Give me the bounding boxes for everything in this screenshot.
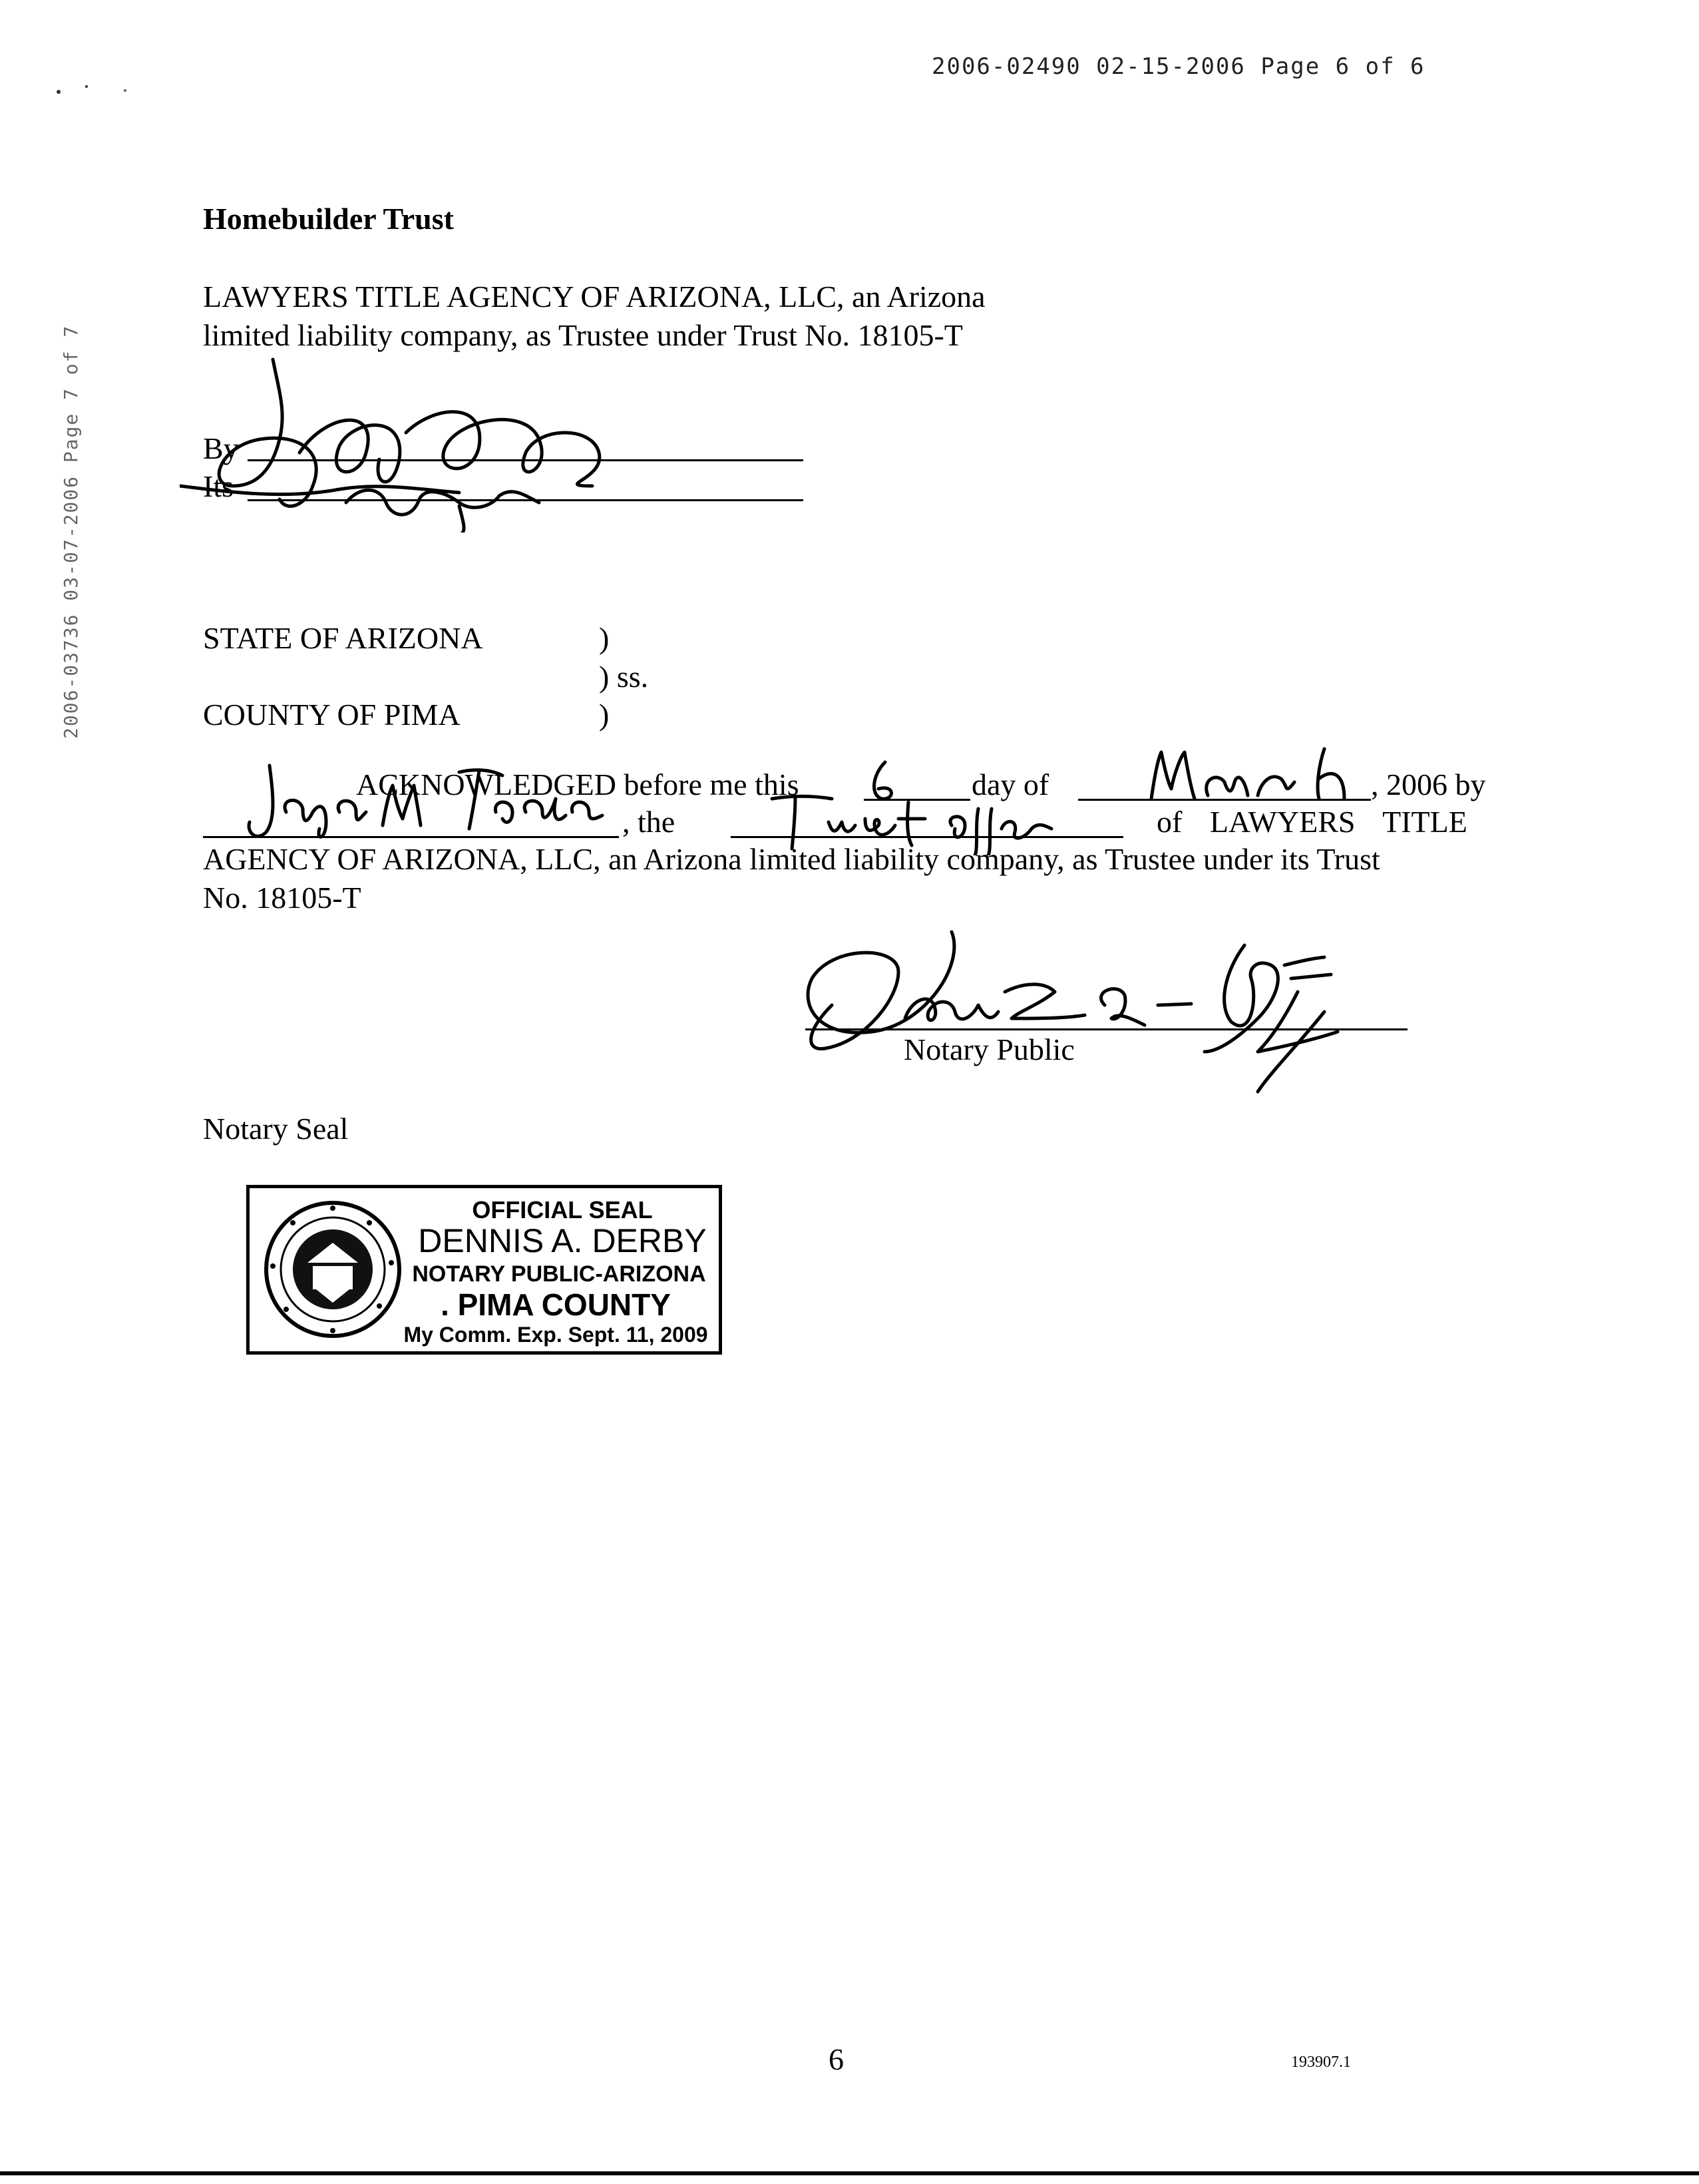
- bottom-scan-edge: [0, 2171, 1699, 2175]
- venue-paren-1: ): [599, 621, 610, 655]
- notary-signature-line: [805, 1028, 1408, 1030]
- ack-line4: No. 18105-T: [203, 881, 361, 915]
- ack-line2-b: of LAWYERS TITLE: [1157, 805, 1467, 839]
- notary-signature: [792, 919, 1391, 1112]
- venue-county: COUNTY OF PIMA: [203, 698, 461, 732]
- trustee-line-2: limited liability company, as Trustee under Trust No. 18105-T: [203, 318, 963, 352]
- notary-public-label: Notary Public: [904, 1032, 1075, 1066]
- handwritten-month: [1145, 742, 1364, 805]
- seal-line-5: My Comm. Exp. Sept. 11, 2009: [403, 1323, 708, 1347]
- scan-specks: [47, 73, 140, 100]
- seal-line-3: NOTARY PUBLIC-ARIZONA: [412, 1261, 706, 1287]
- notary-seal-label: Notary Seal: [203, 1112, 349, 1146]
- official-seal-stamp: [246, 1185, 722, 1355]
- page-number: 6: [829, 2042, 844, 2076]
- ack-line2-a: , the: [622, 805, 675, 839]
- by-label: By: [203, 431, 239, 465]
- ack-line1-b: day of: [972, 767, 1049, 801]
- its-label: Its: [203, 469, 234, 503]
- ack-line1-a: ACKNOWLEDGED before me this: [356, 767, 799, 801]
- seal-line-4: . PIMA COUNTY: [441, 1287, 671, 1322]
- handwritten-title: [765, 789, 1071, 855]
- arizona-state-seal-icon: [260, 1196, 406, 1343]
- recording-stamp: 2006-02490 02-15-2006 Page 6 of 6: [932, 53, 1425, 80]
- seal-line-2: DENNIS A. DERBY: [418, 1222, 707, 1259]
- trustee-line-1: LAWYERS TITLE AGENCY OF ARIZONA, LLC, an Arizona: [203, 280, 986, 314]
- document-number: 193907.1: [1291, 2054, 1351, 2071]
- ack-line3: AGENCY OF ARIZONA, LLC, an Arizona limited liability company, as Trustee under its Trust: [203, 842, 1380, 876]
- ack-line1-c: , 2006 by: [1371, 767, 1486, 801]
- venue-ss: ) ss.: [599, 660, 649, 694]
- trustee-signature: [180, 353, 632, 533]
- handwritten-signer-name: [240, 759, 612, 845]
- seal-line-1: OFFICIAL SEAL: [472, 1196, 653, 1223]
- trust-heading: Homebuilder Trust: [203, 202, 454, 236]
- venue-paren-2: ): [599, 698, 610, 732]
- side-recording-stamp: 2006-03736 03-07-2006 Page 7 of 7: [60, 324, 82, 739]
- venue-state: STATE OF ARIZONA: [203, 621, 483, 655]
